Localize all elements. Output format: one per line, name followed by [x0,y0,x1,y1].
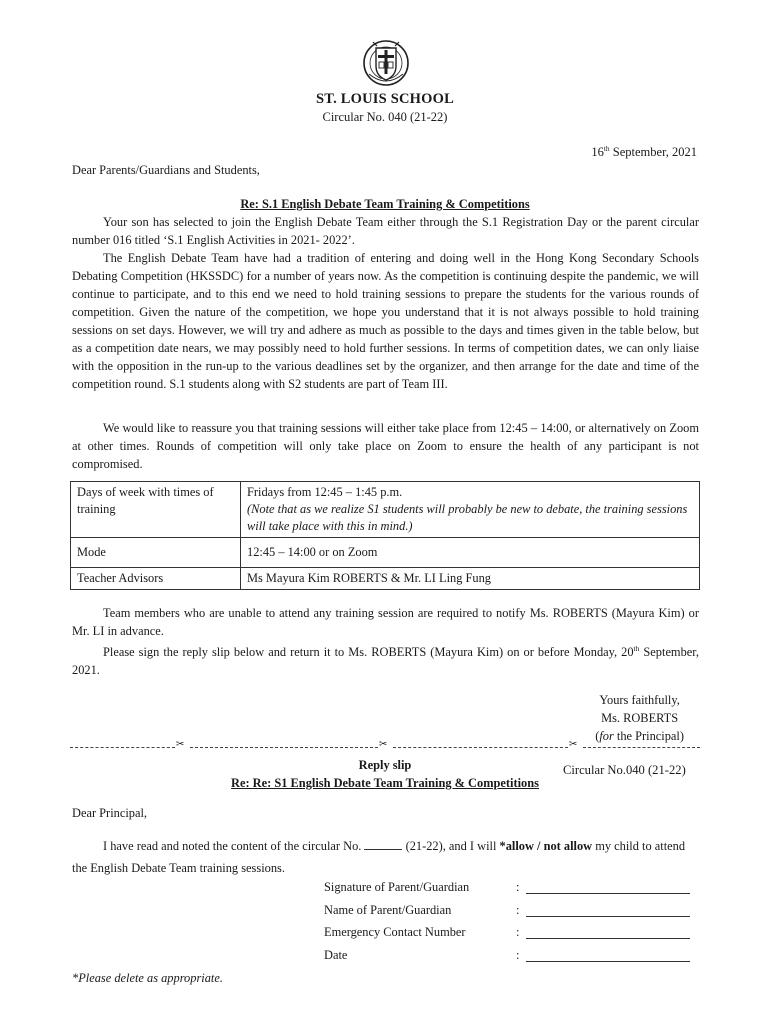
table-row [71,482,700,538]
date-line[interactable] [526,961,690,962]
reply-salutation: Dear Principal, [72,806,148,820]
footnote: *Please delete as appropriate. [72,971,223,985]
paragraph-2: The English Debate Team have had a tradition of entering and doing well in the Hong Kong Secondary Schools Debating Competition (HKSSDC) for a number of years now. As the competition is continuing despite the pandemic, we will continue to participate, and to this end we need to hold training sessions to prepare the students for the various rounds of competition. Given the nature of the competition, we hope you understand that it is not always possible to hold training sessions on set days. However, we will try and adhere as much as possible to the days and times given in the table below, but as a competition date nears, we may possibly need to hold further sessions. In terms of competition dates, we can only liaise with the opposition in the run-up to the various deadlines set by the organizer, and then arrange for the date and time of the competition round. S.1 students along with S2 students are part of Team III. [72,251,699,391]
school-name: ST. LOUIS SCHOOL [316,91,454,107]
name-field-row: Name of Parent/Guardian : [324,903,694,926]
scissors-icon: ✂ [176,739,185,750]
table-row [71,538,700,568]
reply-circular-number: Circular No.040 (21-22) [563,763,686,777]
signer-name: Ms. ROBERTS [601,711,679,725]
scissors-icon: ✂ [379,739,388,750]
salutation: Dear Parents/Guardians and Students, [72,163,260,177]
subject-line: Re: S.1 English Debate Team Training & Competitions [240,197,530,211]
reply-slip-title: Reply slip [358,758,412,772]
reply-subject: Re: Re: S1 English Debate Team Training & Competitions [231,776,539,790]
paragraph-3: We would like to reassure you that training sessions will either take place from 12:45 – 14:00, or alternatively on Zoom at other times. Rounds of competition will only take place on Zoom to ensure the health of any participant is not compromised. [72,421,699,471]
name-line[interactable] [526,916,690,917]
cut-line [70,739,700,753]
date-field-row: Date : [324,948,694,971]
signer-role: (for the Principal) [595,729,684,743]
table-value: Ms Mayura Kim ROBERTS & Mr. LI Ling Fung [241,568,700,590]
circular-number: Circular No. 040 (21-22) [322,110,448,124]
table-row [71,568,700,590]
table-value: 12:45 – 14:00 or on Zoom [241,538,700,568]
paragraph-1: Your son has selected to join the English Debate Team either through the S.1 Registration Day or the parent circular number 016 titled ‘S.1 English Activities in 2021- 2022’. [72,215,699,247]
signature-field-row: Signature of Parent/Guardian : [324,880,694,903]
field-label: Emergency Contact Number [324,925,466,939]
table-label: Days of week with times of training [71,482,241,538]
closing: Yours faithfully, [599,693,680,707]
table-value: Fridays from 12:45 – 1:45 p.m. (Note that as we realize S1 students will probably be new to debate, the training sessions will take place with this in mind.) [241,482,700,538]
letter-date: 16th September, 2021 [591,144,697,160]
training-table [70,481,700,590]
reply-fields [324,880,694,970]
table-label: Mode [71,538,241,568]
field-label: Signature of Parent/Guardian [324,880,470,894]
contact-line[interactable] [526,938,690,939]
table-label: Teacher Advisors [71,568,241,590]
signature-block [595,691,684,745]
school-crest-icon [359,36,413,90]
signature-line[interactable] [526,893,690,894]
circular-number-blank[interactable] [364,837,402,850]
field-label: Name of Parent/Guardian [324,902,452,917]
acknowledgement-text: I have read and noted the content of the circular No. (21-22), and I will *allow / not allow my child to attend the English Debate Team training sessions. [72,839,686,875]
field-label: Date [324,947,348,962]
scissors-icon: ✂ [569,739,578,750]
contact-field-row: Emergency Contact Number : [324,925,694,948]
paragraph-5: Please sign the reply slip below and return it to Ms. ROBERTS (Mayura Kim) on or before Monday, 20th September, 2021. [72,644,699,678]
paragraph-4: Team members who are unable to attend any training session are required to notify Ms. ROBERTS (Mayura Kim) or Mr. LI in advance. [72,606,699,638]
